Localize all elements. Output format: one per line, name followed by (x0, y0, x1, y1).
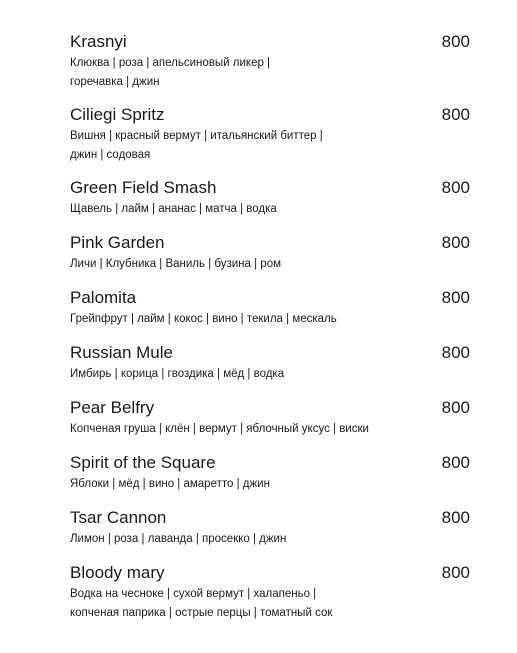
item-price: 800 (441, 233, 470, 252)
menu-item (70, 103, 470, 165)
item-description-line: Копченая груша | клён | вермут | яблочный уксус | виски (70, 423, 369, 435)
item-description-line: Клюква | роза | апельсиновый ликер | (70, 57, 271, 69)
item-name: Bloody mary (70, 563, 165, 582)
item-description-line: Вишня | красный вермут | итальянский биттер | (70, 130, 323, 142)
menu-item (70, 506, 470, 549)
menu-item (70, 176, 470, 219)
item-description-line: Грейпфрут | лайм | кокос | вино | текила | мескаль (70, 313, 337, 325)
menu-item (70, 231, 470, 274)
item-price: 800 (441, 343, 470, 362)
item-price: 800 (441, 32, 470, 51)
item-description-line: Водка на чесноке | сухой вермут | халапеньо | (70, 588, 317, 600)
item-name: Krasnyi (70, 32, 127, 51)
item-name: Russian Mule (70, 343, 173, 362)
item-price: 800 (441, 398, 470, 417)
menu-item (70, 561, 470, 623)
item-description-line: Личи | Клубника | Ваниль | бузина | ром (70, 258, 281, 270)
item-description-line: Лимон | роза | лаванда | просекко | джин (70, 533, 287, 545)
menu-item (70, 286, 470, 329)
menu-item (70, 30, 470, 92)
item-price: 800 (441, 563, 470, 582)
item-name: Ciliegi Spritz (70, 105, 165, 124)
menu-item (70, 396, 470, 439)
item-description-line: копченая паприка | острые перцы | томатный сок (70, 607, 333, 619)
item-price: 800 (441, 105, 470, 124)
item-description-line: горечавка | джин (70, 76, 160, 88)
item-price: 800 (441, 178, 470, 197)
menu-item (70, 341, 470, 384)
item-name: Spirit of the Square (70, 453, 216, 472)
item-description-line: Яблоки | мёд | вино | амаретто | джин (70, 478, 270, 490)
item-price: 800 (441, 288, 470, 307)
item-description-line: джин | содовая (70, 149, 151, 161)
item-name: Tsar Cannon (70, 508, 167, 527)
item-description-line: Имбирь | корица | гвоздика | мёд | водка (70, 368, 285, 380)
item-name: Green Field Smash (70, 178, 217, 197)
item-name: Pink Garden (70, 233, 165, 252)
menu-item (70, 451, 470, 494)
item-price: 800 (441, 508, 470, 527)
item-price: 800 (441, 453, 470, 472)
item-name: Palomita (70, 288, 137, 307)
item-name: Pear Belfry (70, 398, 155, 417)
item-description-line: Щавель | лайм | ананас | матча | водка (70, 203, 277, 215)
